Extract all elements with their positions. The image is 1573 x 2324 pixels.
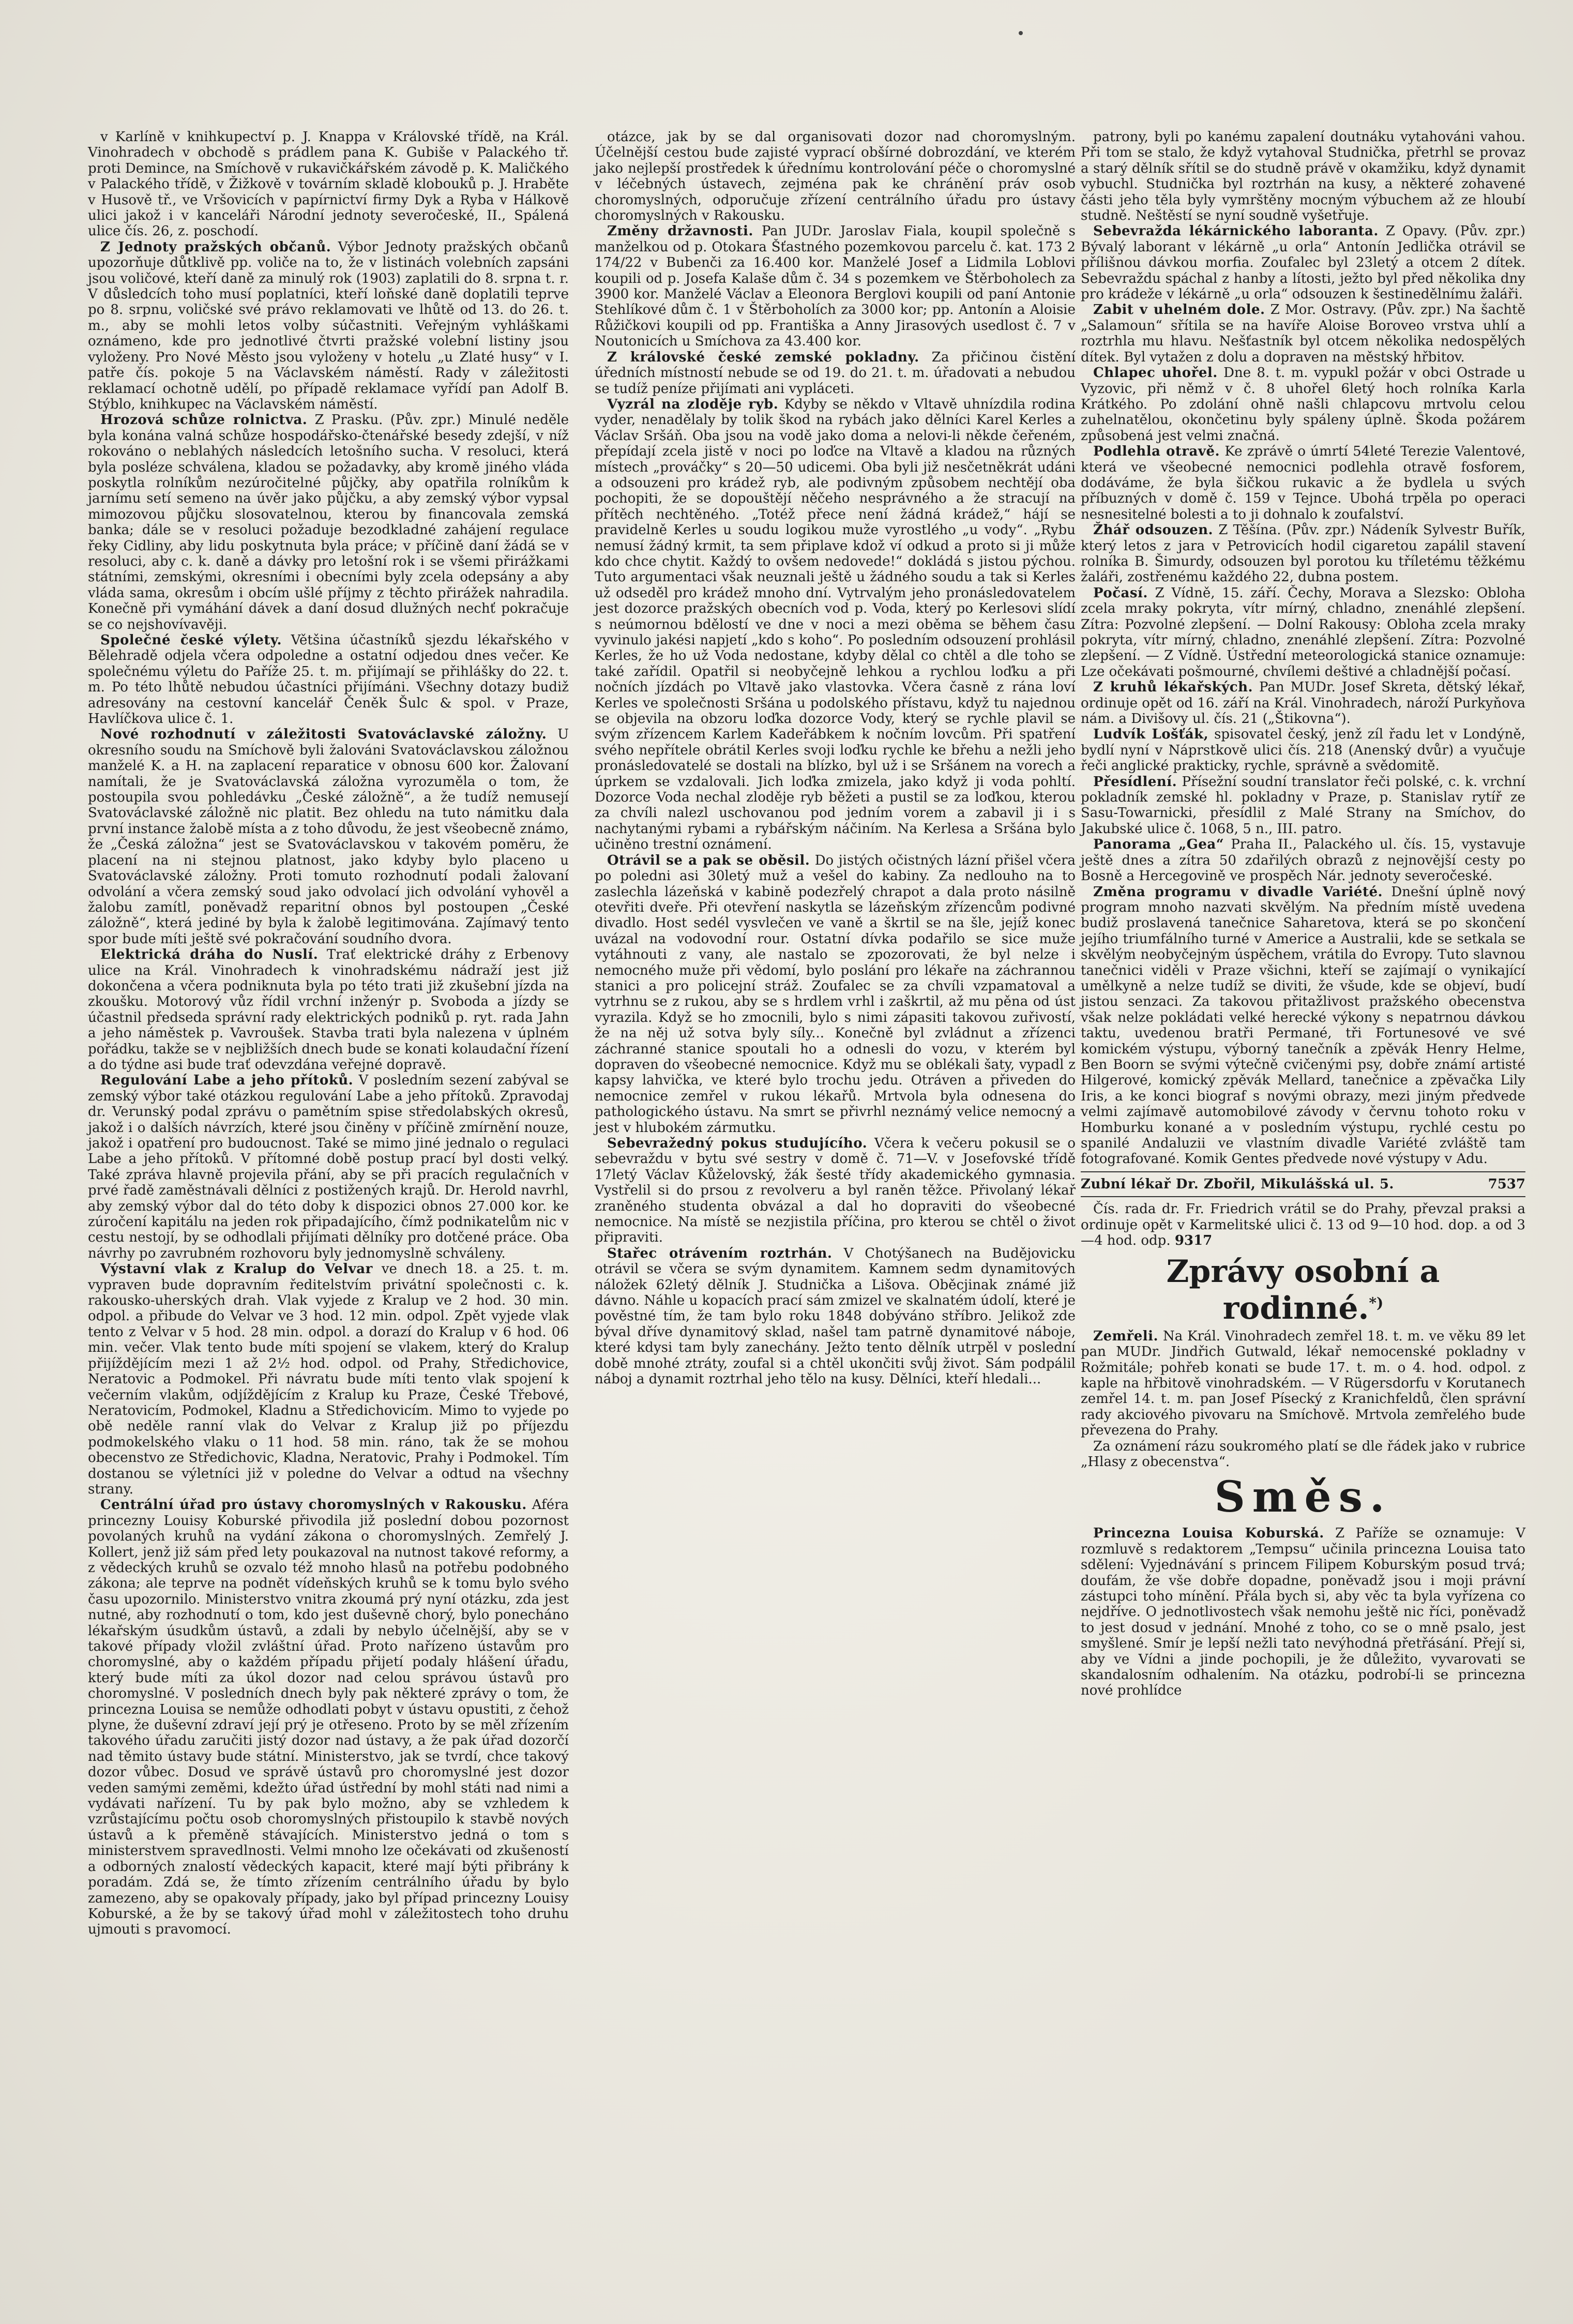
- section-title: [1081, 1254, 1525, 1326]
- intro-text: v Karlíně v knihkupectví p. J. Knappa v Královské třídě, na Král. Vinohradech v obchodě s prádlem pana K. Gubiše v Palackého tř. proti Demince, na Smíchově v rukavičkářském závodě p. K. Maličkého v Palackého třídě, v Žižkově v továrním skladě klobouků p. J. Hraběte v Husově tř., ve Vršovicích v papírnictví firmy Dyk a Ryba v Hálkově ulici jakož i v kanceláři Národní jednoty severočeské, II., Spálená ulice čís. 26, z. poschodí.: [88, 129, 569, 239]
- article-body: Do jistých očistných lázní přišel včera po poledni asi 30letý muž a vešel do kabiny. Za nedlouho na to zaslechla lázeňská v kabině podezřelý chrapot a dala proto násilně otevřiti dveře. Při otevření naskytla se lázeňským zřízencům podivné divadlo. Host sedél vysvlečen ve vaně a škrtil se na šle, jejíž konec uvázal na vodovodní rour. Ostatní dívka podařilo se sice muže vytáhnouti z vany, ale nastalo se zpozorovati, že byl nelze i nemocného muže při vědomí, bylo poslání pro lékaře na záchrannou stanici a pro policejní stráž. Zoufalec se za chvíli vzpamatoval a vytrhnu se z rukou, aby se s hrdlem vrhl i zaškrtil, až mu pěna od úst vyrazila. Když se ho zmocnili, bylo s nimi zápasiti takovou zuřivostí, že na něj už sotva byly síly... Konečně byl zvládnut a zřízenci záchranné stanice spoutali ho a odnesli do vozu, v kterém byl dopraven do všeobecné nemocnice. Když mu se oblékali šaty, vypadl z kapsy lahvička, ve které bylo trochu jedu. Otráven a přiveden do nemocnice zemřel v rukou lékařů. Mrtvola byla odnesena do pathologického ústavu. Na smrt se přivrhl neznámý velice nemocný a jest v hlubokém zármutku.: [595, 852, 1076, 1136]
- article: [1081, 522, 1525, 585]
- article-body: Pan JUDr. Jaroslav Fiala, koupil společně s manželkou od p. Otokara Šťastného pozemkovou parcelu č. kat. 173 2 174/22 v Bubenči za 16.400 kor. Manželé Josef a Lidmila Loblovi koupili od p. Josefa Kalaše dům č. 34 s pozemkem ve Štěrboholech za 3900 kor. Manželé Václav a Eleonora Berglovi koupili od paní Antonie Stehlíkové dům č. 1 v Štěrboholích za 3000 kor; pp. Antonín a Aloisie Růžičkovi koupili od pp. Františka a Anny Jirasových usedlost č. 7 v Noutonicích u Smíchova za 43.400 kor.: [595, 223, 1076, 350]
- article-headline: Chlapec uhořel.: [1093, 365, 1218, 381]
- article: [1081, 1526, 1525, 1698]
- article: [595, 853, 1076, 1136]
- ad-text: Čís. rada dr. Fr. Friedrich vrátil se do Prahy, převzal praksi a ordinuje opět v Karmelitské ulici č. 13 od 9—10 hod. dop. a od 3—4 hod. odp.: [1081, 1201, 1525, 1249]
- article: [595, 223, 1076, 349]
- intro-text: patrony, byli po kanému zapalení doutnáku vytahováni vahou. Při tom se stalo, že když vytahoval Studnička, přetrhl se provaz a starý dělník sřítil se do studně právě v okamžiku, když dynamit vybuchl. Studnička byl roztrhán na kusy, a některé zohavené části jeho těla byly vymrštěny mocným výbuchem až ze hloubí studně. Neštěstí se nyní soudně vyšetřuje.: [1081, 129, 1525, 224]
- article: [1081, 727, 1525, 774]
- article: [1081, 774, 1525, 837]
- column-middle: [595, 129, 1076, 1387]
- article: [1081, 302, 1525, 365]
- ad-text: Zubní lékař Dr. Zbořil, Mikulášská ul. 5.: [1081, 1176, 1394, 1192]
- article-body: Praha II., Palackého ul. čís. 15, vystavuje ještě dnes a zítra 50 zdařilých obrazů z nejnovější cesty po Bosně a Hercegovině ve prospěch Nár. jednoty severočeské.: [1081, 837, 1525, 884]
- article-headline: Z královské české zemské pokladny.: [607, 349, 919, 365]
- article: [1081, 884, 1525, 1167]
- article-body: Přísežní soudní translator řeči polské, c. k. vrchní pokladník zemské hl. pokladny v Praze, p. Stanislav rytíř ze Sasu-Towarnicki, přesídlil z Malé Strany na Smíchov, do Jakubské ulice č. 1068, 5 n., III. patro.: [1081, 774, 1525, 837]
- article-headline: Z kruhů lékařských.: [1093, 680, 1253, 696]
- article: [88, 632, 569, 727]
- article: [1081, 585, 1525, 680]
- article-body: Pan MUDr. Josef Skreta, dětský lékař, ordinuje opět od 16. září na Král. Vinohradech, nároží Purkyňova nám. a Divišovy ul. čís. 21 („Štikovna“).: [1081, 680, 1525, 727]
- article-body: U okresního soudu na Smíchově byli žalováni Svatováclavskou záložnou manželé K. a H. na zaplacení reparatice v obnosu 600 kor. Žalovaní namítali, že je Svatováclavská záložna vyrozuměla o tom, že postoupila svou pohledávku „České záložně“, a že tudíž nemusejí Svatováclavské záložně nic platit. Bez ohledu na tuto námitku dala první instance žalobě místa a z toho důvodu, že jest všeobecně známo, že „Česká záložna“ jest se Svatováclavskou v takovém poměru, že placení na ni stejnou platnost, jako kdyby bylo placeno u Svatováclavské záložny. Proti tomuto rozhodnutí podali žalovaní odvolání a včera zemský soud jako odvolací jich odvolání vyhověl a žalobu zamítl, poněvadž reparitní obnos byl postoupen „České záložně“, která jediné by byla k žalobě legitimována. Zajímavý tento spor bude míti ještě své pokračování soudního dvora.: [88, 727, 569, 947]
- article-body: Za přičinou čistění úředních místností nebude se od 19. do 21. t. m. úřadovati a nebudou se tudíž peníze přijímati ani vypláceti.: [595, 349, 1076, 397]
- article: [1081, 680, 1525, 727]
- article-body: Na Král. Vinohradech zemřel 18. t. m. ve věku 89 let pan MUDr. Jindřich Gutwald, lékař nemocenské pokladny v Rožmitále; pohřeb konati se bude 17. t. m. o 4. hod. odpol. z kaple na hřbitově vinohradském. — V Rügersdorfu v Korutanech zemřel 14. t. m. pan Josef Písecký z Kranichfeldů, člen správní rady akciového pivovaru na Smíchově. Mrtvola zemřelého bude převezena do Prahy.: [1081, 1328, 1525, 1439]
- column-right: [1081, 129, 1525, 1699]
- article-body: Výbor Jednoty pražských občanů upozorňuje důtklivě pp. voliče na to, že v listinách volebních zapsáni jsou voličové, kteří daně za minulý rok (1903) zaplatili do 8. srpna t. r. V důsledcích toho musí poplatníci, kteří loňské daně doplatili teprve po 8. srpnu, voličské své právo reklamovati ve lhůtě od 13. do 26. t. m., aby se mohli letos volby súčastniti. Veřejným vyhláškami oznámeno, kde pro jednotlivé čtvrti pražské volební listiny jsou vyloženy. Pro Nové Město jsou vyloženy v hotelu „u Zlaté husy“ v I. patře čís. pokoje 5 na Václavském náměstí. Rady v záležitosti reklamací ochotně udělí, po případě reklamace vyřídí pan Adolf B. Stýblo, knihkupec na Václavském náměstí.: [88, 239, 569, 412]
- article-body: Ke zprávě o úmrtí 54leté Terezie Valentové, která ve všeobecné nemocnici podlehla otravě fosforem, dodáváme, že byla šičkou rukavic a že bydlela u svých příbuzných v domě č. 159 v Tejnce. Ubohá trpěla po operaci nesnesitelné bolesti a to ji dohnalo k zoufalství.: [1081, 444, 1526, 522]
- article: [88, 239, 569, 412]
- section-title-text: Zprávy osobní a rodinné.: [1166, 1254, 1440, 1326]
- article-body: Dnešní úplně nový program mnoho nazvati skvělým. Na předním místě uvedena budiž proslavená tanečnice Saharetova, která se po skončení jejího triumfálního turné v Americe a Australii, kde se setkala se skvělým neobyčejným úspěchem, vrátila do Evropy. Tuto slavnou tanečnici viděli v Praze všichni, kteří se zajímají o vynikající umělkyně a nelze tudíž se diviti, že všude, kde se objeví, budí jistou senzaci. Za takovou přitažlivost pražského obecenstva však nelze pokládati velké herecké výkony s nepatrnou dávkou taktu, uvedenou bratři Permané, tři Fortunesové ve své komickém výstupu, výborný tanečník a zpěvák Henry Helme, Ben Boorn se svými výtečně cvičenými psy, dobře známí artisté Hilgerové, komický zpěvák Mellard, tanečnice a zpěvačka Lily Iris, a ke konci biograf s novými obrazy, mezi jiným předvede velmi zajímavě automobilové závody v červnu tohoto roku v Homburku konané a v posledním výstupu, rychlé cestu po spanilé Andaluzii ve vlastním divadle Variété zvláště tam fotografované. Komik Gentes předvede nové výstupy v Adu.: [1081, 884, 1526, 1167]
- advertisement: [1081, 1176, 1525, 1192]
- article-body: spisovatel český, jenž zíl řadu let v Londýně, bydlí nyní v Náprstkově ulici čís. 218 (Anenský dvůr) a vyučuje řeči anglické prakticky, rychle, správně a svědomitě.: [1081, 727, 1526, 774]
- column-left: [88, 129, 569, 1938]
- article-headline: Zabit v uhelném dole.: [1093, 302, 1265, 318]
- article: [595, 350, 1076, 397]
- divider: [1081, 1196, 1525, 1197]
- article-headline: Sebevražedný pokus studujícího.: [607, 1136, 868, 1151]
- intro-text: otázce, jak by se dal organisovati dozor nad choromyslným. Účelnější cestou bude zajisté vyprací obšírné dobrozdání, ve kterém jako nejlepší prostředek k úřednímu kontrolování péče o choromyslné v léčebných ústavech, zejména pak ke chránění práv osob choromyslných, odporučuje zřízení centrálního úřadu pro ústavy choromyslných v Rakousku.: [595, 129, 1076, 224]
- article: [88, 1073, 569, 1261]
- article-headline: Společné české výlety.: [100, 632, 282, 648]
- article-headline: Ludvík Lošťák,: [1093, 727, 1209, 743]
- ink-dot: [1019, 31, 1023, 35]
- article-headline: Z Jednoty pražských občanů.: [100, 239, 331, 255]
- article-headline: Panorama „Gea“: [1093, 837, 1224, 853]
- article-body: V Chotýšanech na Budějovicku otrávil se včera se svým dynamitem. Kamnem sedm dynamitových náložek 62letý dělník J. Studnička a Lišova. Oběcjinak známé již dávno. Náhle u kopacích prací sám zmizel ve skalnatém údolí, které je pověstné tím, že tam bylo roku 1848 dobýváno stříbro. Jelikož zde býval dříve dynamitový sklad, našel tam patrně dynamitové náboje, které kdysi tam byly zanechány. Ježto tento dělník utrpěl v poslední době mnohé ztráty, zoufal si a chtěl ukončiti svůj život. Sám podpálil náboj a dynamit roztrhal jeho tělo na kusy. Dělníci, kteří hledali...: [595, 1245, 1076, 1387]
- article-body: Trať elektrické dráhy z Erbenovy ulice na Král. Vinohradech k vinohradskému nádraží jest již dokončena a včera podniknuta byla po této trati již zkušební jízda na zkoušku. Motorový vůz řídil vrchní inženýr p. Svoboda a jízdy se účastnil předseda správní rady elektrických podniků p. ryt. rada Jahn a jeho náměstek p. Vavroušek. Stavba trati byla nalezena v úplném pořádku, takže se v nejbližších dnech bude se konati kolaudační řízení a do týdne asi bude trať odevzdána veřejné dopravě.: [88, 947, 569, 1073]
- article-body: Dne 8. t. m. vypukl požár v obci Ostrade u Vyzovic, při němž v č. 8 uhořel 6letý hoch rolníka Karla Krátkého. Po zdolání ohně našli chlapcovu mrtvolu celou zuhelnatělou, okončetinu byly spáleny úplně. Škoda požárem způsobená jest velmi značná.: [1081, 365, 1526, 444]
- article-headline: Počasí.: [1093, 585, 1148, 601]
- article-headline: Podlehla otravě.: [1093, 444, 1220, 460]
- article-body: Aféra princezny Louisy Koburské přivodila již poslední dobou pozornost povolaných kruhů na vydání zákona o choromyslných. Zemřelý J. Kollert, jenž již sám před lety poukazoval na nutnost takové reformy, a z vědeckých kruhů se ozvalo též mnoho hlasů na potřebu podobného zákona; ale teprve na podnět vídeňských kruhů se k tomu bylo svého času upozornilo. Ministerstvo vnitra zkoumá prý nyní otázku, zda jest nutné, aby rozhodnutí o tom, kdo jest duševně chorý, bylo ponecháno lékařským úsudkům ústavů, a zdali by nebylo účelnější, aby se v takové případy vložil zvláštní úřad. Proto nařízeno ústavům pro choromyslné, aby o každém případu přijetí podaly hlášení úřadu, který bude míti za úkol dozor nad celou správou ústavů pro choromyslné. V posledních dnech byly pak některé zprávy o tom, že princezna Louisa se nemůže odhodlati pobyt v ústavu opustiti, z čehož plyne, že duševní zdraví její prý je otřeseno. Proto by se měl zřízením takového úřadu zaručiti jistý dozor nad ústavy, a že pak úřad dozorčí nad těmito ústavy bude státní. Ministerstvo, jak se tvrdí, chce takový dozor vůbec. Dosud ve správě ústavů pro choromyslné jest dozor veden samými zeměmi, kdežto úřad ústřední by mohl státi nad nimi a vydávati nařízení. Tu by pak bylo možno, aby se vzhledem k vzrůstajícímu počtu osob choromyslných přistoupilo k stavbě nových ústavů a k přeměně stávajících. Ministerstvo jedná o tom s ministerstvem spravedlnosti. Velmi mnoho lze očekávati od zkušeností a odborných znalostí vědeckých kapacit, které mají býti přibrány k poradám. Zdá se, že tímto zřízením centrálního úřadu by bylo zamezeno, aby se opakovaly případy, jako byl případ princezny Louisy Koburské, a že by se takový úřad mohl v záležitostech toho druhu ujmouti s pravomocí.: [88, 1497, 569, 1938]
- article: [1081, 223, 1525, 302]
- article: [595, 1136, 1076, 1246]
- article-headline: Zemřeli.: [1093, 1328, 1159, 1344]
- section-title-footnote-mark: *): [1369, 1294, 1384, 1311]
- article-body: ve dnech 18. a 25. t. m. vypraven bude dopravním ředitelstvím privátní společnosti c. k. rakousko-uherských drah. Vlak vyjede z Kralup ve 2 hod. 30 min. odpol. a přibude do Velvar ve 3 hod. 12 min. odpol. Zpět vyjede vlak tento z Velvar v 5 hod. 28 min. odpol. a dorazí do Kralup v 6 hod. 06 min. večer. Vlak tento bude míti spojení se vlakem, který do Kralup přijíždějícím mezi 1 až 2½ hod. odpol. od Prahy, Středichovice, Neratovic a Podmokel. Při návratu bude míti tento vlak spojení k večerním vlakům, odjíždějícím z Kralup ku Praze, České Třebové, Neratovicím, Podmokel, Kladnu a Středichovicím. Mimo to vyjede po obě neděle ranní vlak do Velvar z Kralup již po příjezdu podmokelského vlaku o 11 hod. 58 min. ráno, tak že se mohou obecenstvo ze Středichovic, Kladna, Neratovic, Prahy i Podmokel. Tím dostanou se výletníci již v poledne do Velvar a odtud na všechny strany.: [88, 1261, 569, 1497]
- article-headline: Centrální úřad pro ústavy choromyslných v Rakousku.: [100, 1497, 527, 1513]
- article-body: Včera k večeru pokusil se o sebevraždu v bytu své sestry v domě č. 71—V. v Josefovské třídě 17letý Václav Kůželovský, žák šesté třídy akademického gymnasia. Vystřelil si do prsou z revolveru a byl raněn těžce. Přivolaný lékař zraněného studenta obvázal a dal ho dopraviti do všeobecné nemocnice. Na místě se nezjistila příčina, pro kterou se chtěl o život připraviti.: [595, 1136, 1076, 1246]
- article: [88, 412, 569, 632]
- misc-section-title: Směs.: [1214, 1472, 1392, 1522]
- article-body: V posledním sezení zabýval se zemský výbor také otázkou regulování Labe a jeho přítoků. Zpravodaj dr. Verunský podal zprávu o pamětním spise středolabských okresů, jakož i o dalších návrzích, které jsou činěny v příčině zmírnění nouze, jakož i opatření pro budoucnost. Také se mimo jiné jednalo o regulaci Labe a jeho přítoků. V přítomné době postup prací byl dosti velký. Také zpráva hlavně projevila přání, aby se při pracích regulačních v prvé řadě zaměstnávali dělníci z postižených krajů. Dr. Herold navrhl, aby zemský výbor dal do této doby k dispozici obnos 27.000 kor. ke zúročení kapitálu na jeden rok připadajícího, čímž podnikatelům nic v cestu nestojí, by se odhodlali přijímati dělníky pro dotčené práce. Oba návrhy po zavrubném rozhovoru byly jednomyslně schváleny.: [88, 1073, 569, 1261]
- article-headline: Nové rozhodnutí v záležitosti Svatováclavské záložny.: [100, 727, 547, 743]
- article: [1081, 444, 1525, 522]
- article-headline: Přesídlení.: [1093, 774, 1177, 790]
- article-body: Z Těšína. (Pův. zpr.) Nádeník Sylvestr Buřík, který letos z jara v Petrovicích hodil cigaretou zapálil stavení rolníka B. Šimurdy, odsouzen byl porotou ku tříletému těžkému žaláři, zostřenému každého 22, dubna postem.: [1081, 522, 1526, 585]
- article-body: Z Opavy. (Pův. zpr.) Bývalý laborant v lékárně „u orla“ Antonín Jedlička otrávil se přílišnou dávkou morfia. Zoufalec byl 23letý a otcem 2 dítek. Sebevraždu spáchal z hanby a lítosti, ježto byl před několika dny pro krádeže v lékárně „u orla“ odsouzen k šestinedělnímu žaláři.: [1081, 223, 1525, 303]
- article: [1081, 365, 1525, 444]
- ad-number: 7537: [1488, 1176, 1525, 1192]
- article-body: Kdyby se někdo v Vltavě uhnízdila rodina vyder, nenadělaly by tolik škod na rybách jako dělníci Karel Kerles a Václav Sršáň. Oba jsou na vodě jako doma a nelovi-li někde čeřeném, přepídají zcela jistě v noci po loďce na Vltavě a kladou na různých místech „prováčky“ s 20—50 udicemi. Oba byli již nesčetněkrát udáni a odsouzeni pro krádež ryb, ale podivným způsobem nechtějí oba pochopiti, že se dopouštějí něčeho nesprávného a že stracují na přítěch nechtěného. „Totéž přece není žádná krádež,“ hájí se pravidelně Kerles u soudu logikou muže vyrostlého „u vody“. „Rybu nemusí žádný krmit, ta sem připlave kdož ví odkud a proto si ji může kdo chce chytit. Každý to ovšem nedovede!“ dokládá s jistou pýchou. Tuto argumentaci však neuznali ještě u žádného soudu a tak si Kerles už odseděl pro krádež mnoho dní. Vytrvalým jeho pronásledovatelem jest dozorce pražských obecních vod p. Voda, který po Kerlesovi slídí s neúmornou bdělostí ve dne v noci a mezi oběma se během času vyvinulo jakési napjetí „kdo s koho“. Po posledním odsouzení prohlásil Kerles, že ho už Voda nedostane, kdyby dělal co chtěl a dle toho se také zařídil. Opatřil si neobyčejně lehkou a rychlou loďku a při nočních jízdách po Vltavě jako vlastovka. Včera časně z rána loví Kerles ve společnosti Sršána u podolského přístavu, když tu najednou se objevila na obzoru loďka dozorce Vody, který se rychle plavil se svým zřízencem Karlem Kadeřábkem k nočním lovcům. Při spatření svého nepřítele obrátil Kerles svoji loďku rychle ke břehu a nežli jeho pronásledovatelé se dostali na blízko, byl už i se Sršánem na vorech a úprkem se vzdalovali. Jich loďka zmizela, jako když ji voda pohltí. Dozorce Voda nechal zloděje ryb běžeti a pustil se za loďkou, kterou za chvíli nalezl uschovanou pod jedním vorem a zabavil ji i s nachytanými rybami a rybářským náčiním. Na Kerlesa a Sršána bylo učiněno trestní oznámení.: [595, 396, 1076, 853]
- article-headline: Změna programu v divadle Variété.: [1093, 884, 1383, 900]
- article-headline: Změny državnosti.: [607, 223, 753, 239]
- article-headline: Princezna Louisa Koburská.: [1093, 1526, 1324, 1542]
- article-headline: Vyzrál na zloděje ryb.: [607, 396, 779, 412]
- article-headline: Výstavní vlak z Kralup do Velvar: [100, 1261, 373, 1277]
- article: [88, 1497, 569, 1937]
- article-body: Z Mor. Ostravy. (Pův. zpr.) Na šachtě „Salamoun“ sřítila se na havíře Aloise Boroveo vrstva uhlí a roztrhla mu hlavu. Nešťastník byl otcem několika nedospělých dítek. Byl vytažen z dolu a dopraven na městský hřbitov.: [1081, 302, 1525, 365]
- article-headline: Regulování Labe a jeho přítoků.: [100, 1073, 354, 1089]
- article-body: Většina účastníků sjezdu lékařského v Bělehradě odjela včera odpoledne a ostatní odjedou dnes večer. Ke společnému výletu do Paříže 25. t. m. přijímají se přihlášky do 22. t. m. Po této lhůtě nebudou účastníci přijímáni. Všechny dotazy budiž adresovány na cestovní kancelář Čeněk Šulc & spol. v Praze, Havlíčkova ulice č. 1.: [88, 632, 569, 727]
- ad-number: 9317: [1174, 1233, 1213, 1249]
- article: [595, 1246, 1076, 1387]
- article: [1081, 837, 1525, 884]
- article-headline: Hrozová schůze rolnictva.: [100, 412, 308, 428]
- article-headline: Žhář odsouzen.: [1093, 522, 1214, 538]
- article-body: Z Vídně, 15. září. Čechy, Morava a Slezsko: Obloha zcela mraky pokryta, vítr mírný, chladno, znenáhlé zlepšení. Zítra: Pozvolné zlepšení. — Dolní Rakousy: Obloha zcela mraky pokryta, vítr mírný, chladno, znenáhlé zlepšení. Zítra: Pozvolné zlepšení. — Z Vídně. Ústřední meteorologická stanice oznamuje: Lze očekávati pošmourné, chvílemi deštivé a chladnější počasí.: [1081, 585, 1526, 680]
- article-headline: Sebevražda lékárnického laboranta.: [1093, 223, 1379, 239]
- advertisement: [1081, 1201, 1525, 1248]
- article: [88, 727, 569, 947]
- article: [88, 1261, 569, 1497]
- divider: [1081, 1171, 1525, 1172]
- article-body: Z Paříže se oznamuje: V rozmluvě s redaktorem „Tempsu“ učinila princezna Louisa tato sdělení: Vyjednávání s princem Filipem Koburským posud trvá; doufám, že vše dobře dopadne, poněvadž jsou i moji právní zástupci toho mínění. Přála bych si, aby věc ta byla vyřízena co nejdříve. O jednotlivostech však nemohu ještě nic říci, poněvadž to jest dosud v jednání. Mnohé z toho, co se o mně psalo, jest smyšlené. Smír je lepší nežli tato nevýhodná přetřásání. Přejí si, aby ve Vídni a jinde pochopili, je že důležito, vyvarovati se skandalosním odhalením. Na otázku, podrobí-li se princezna nové prohlídce: [1081, 1526, 1526, 1699]
- article-headline: Elektrická dráha do Nuslí.: [100, 947, 319, 963]
- article-body: Z Prasku. (Pův. zpr.) Minulé neděle byla konána valná schůze hospodářsko-čtenářské besedy zdejší, v níž rokováno o neblahých následcích letošního sucha. V resoluci, která byla posléze schválena, kladou se požadavky, aby kromě jiného vláda poskytla rolníkům nezúročitelné půjčky, aby opatřila rolníkům k jarnímu setí semeno na úvěr jako půjčku, a aby zemský výbor vypsal mimozovou půjčku slosovatelnou, kterou by financovala zemská banka; dále se v resoluci požaduje bezodkladné zahájení regulace řeky Cidliny, aby lidu poskytnuta byla práce; v příčině daní žádá se v resoluci, aby c. k. daně a dávky pro letošní rok i se všemi přirážkami státními, zemskými, okresními i obecními byly zcela odepsány a aby vláda sama, okresům i obcím ušlé příjmy z těchto přirážek nahradila. Konečně při vymáhání dávek a daní dosud dlužných nechť pokračuje se co nejshovívavěji.: [88, 412, 569, 632]
- article: [88, 947, 569, 1073]
- article: [595, 397, 1076, 853]
- article: [1081, 1329, 1525, 1439]
- article-headline: Otrávil se a pak se oběsil.: [607, 852, 810, 868]
- article-headline: Stařec otrávením roztrhán.: [607, 1245, 833, 1261]
- footnote-note: Za oznámení rázu soukromého platí se dle řádek jako v rubrice „Hlasy z obecenstva“.: [1081, 1438, 1525, 1470]
